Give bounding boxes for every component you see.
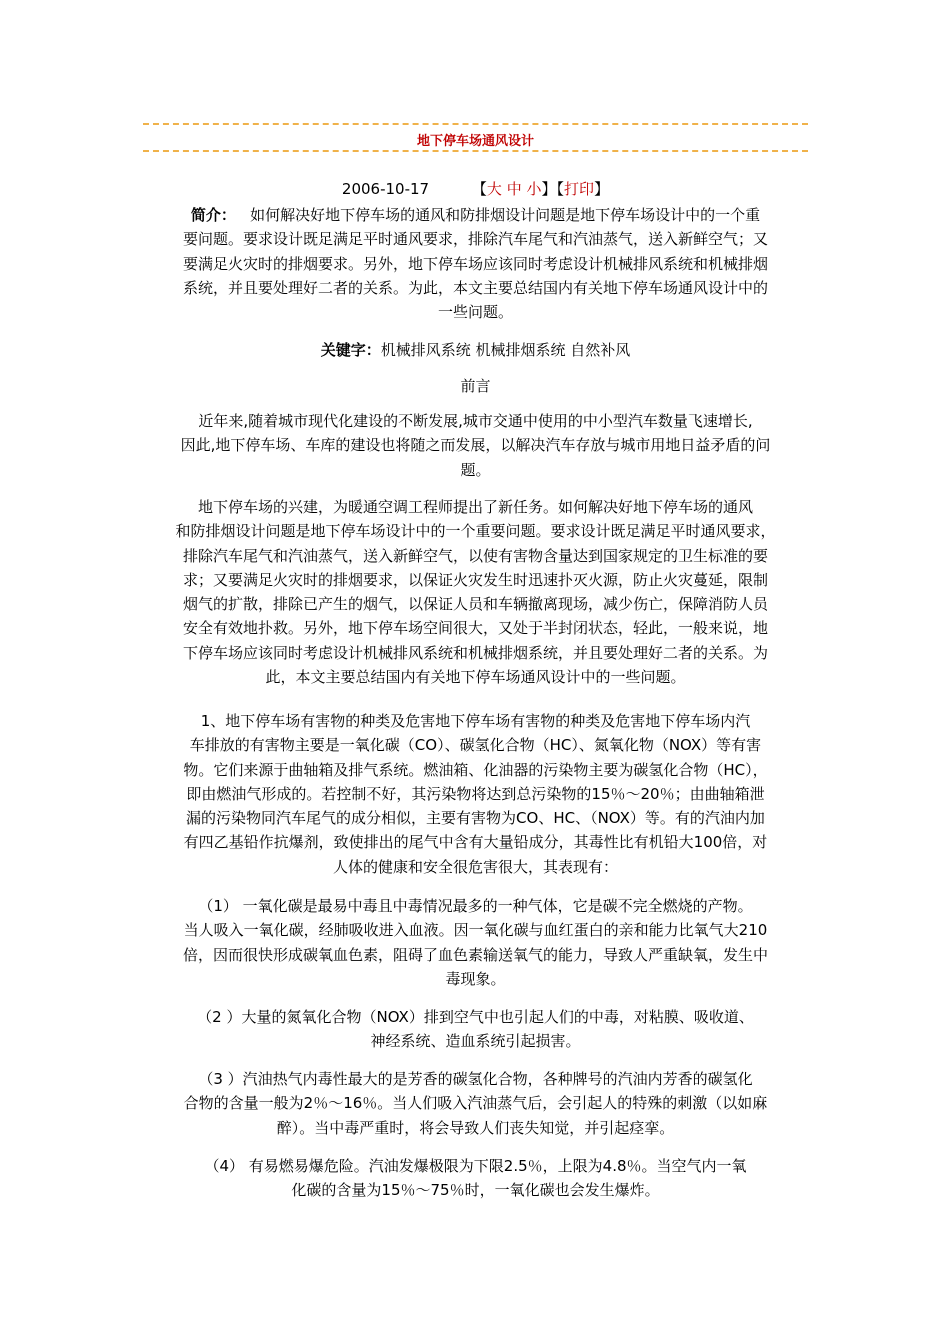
- paragraph-line: 车排放的有害物主要是一氧化碳（CO）、碳氢化合物（HC）、氮氧化物（NOX）等有害: [189, 736, 762, 755]
- paragraph-line: 人体的健康和安全很危害很大，其表现有：: [332, 857, 618, 876]
- publish-date: 2006-10-17: [341, 180, 430, 198]
- abstract-line: 系统，并且要处理好二者的关系。为此，本文主要总结国内有关地下停车场通风设计中的: [182, 278, 768, 297]
- paragraph-line: 烟气的扩散，排除已产生的烟气，以保证人员和车辆撤离现场，减少伤亡，保障消防人员: [182, 595, 768, 614]
- paragraph-line: 和防排烟设计问题是地下停车场设计中的一个重要问题。要求设计既足满足平时通风要求，: [175, 522, 776, 541]
- keywords: [143, 338, 808, 362]
- paragraph-6: [143, 1067, 808, 1140]
- paragraph-7: [143, 1154, 808, 1203]
- paragraph-line: 漏的污染物同汽车尾气的成分相似，主要有害物为CO、HC、（NOX）等。有的汽油内加: [186, 809, 765, 828]
- page-title: 地下停车场通风设计: [416, 134, 534, 149]
- font-size-bracket-open: 【: [471, 180, 487, 198]
- paragraph-5: [143, 1005, 808, 1054]
- paragraph-line: （4） 有易燃易爆危险。汽油发爆极限为下限2.5％，上限为4.8％。当空气内一氧: [204, 1157, 747, 1175]
- paragraph-line: 排除汽车尾气和汽油蒸气，送入新鲜空气，以使有害物含量达到国家规定的卫生标准的要: [182, 546, 768, 565]
- font-size-small-link[interactable]: 小: [526, 180, 542, 198]
- paragraph-line: 物。它们来源于曲轴箱及排气系统。燃油箱、化油器的污染物主要为碳氢化合物（HC），: [183, 760, 768, 779]
- abstract-line: 一些问题。: [437, 303, 513, 322]
- paragraph-line: 1、地下停车场有害物的种类及危害地下停车场有害物的种类及危害地下停车场内汽: [200, 712, 751, 730]
- paragraph-line: 醉）。当中毒严重时，将会导致人们丧失知觉，并引起痉挛。: [276, 1118, 675, 1137]
- paragraph-line: 合物的含量一般为2％～16％。当人们吸入汽油蒸气后，会引起人的特殊的刺激（以如麻: [183, 1094, 768, 1113]
- preface-heading: 前言: [460, 377, 491, 395]
- paragraph-line: 毒现象。: [445, 969, 506, 988]
- abstract-label: 简介：: [190, 206, 236, 224]
- font-size-large-link[interactable]: 大: [486, 180, 502, 198]
- print-bracket-close: 】: [594, 180, 610, 198]
- paragraph-line: 倍，因而很快形成碳氧血色素，阻碍了血色素输送氧气的能力，导致人严重缺氧，发生中: [182, 945, 768, 964]
- abstract-line: 简介： 如何解决好地下停车场的通风和防排烟设计问题是地下停车场设计中的一个重: [190, 206, 761, 224]
- paragraph-line: 神经系统、造血系统引起损害。: [370, 1032, 581, 1051]
- paragraph-1: [143, 409, 808, 482]
- paragraph-line: 当人吸入一氧化碳，经肺吸收进入血液。因一氧化碳与血红蛋白的亲和能力比氧气大210: [183, 921, 768, 940]
- paragraph-line: 因此,地下停车场、车库的建设也将随之而发展，以解决汽车存放与城市用地日益矛盾的问: [180, 436, 771, 455]
- paragraph-4: [143, 894, 808, 991]
- paragraph-line: 有四乙基铅作抗爆剂，致使排出的尾气中含有大量铅成分，其毒性比有机铅大100倍，对: [183, 833, 768, 852]
- font-size-medium-link[interactable]: 中: [506, 180, 522, 198]
- paragraph-3: [143, 709, 808, 879]
- paragraph-line: 题。: [460, 460, 491, 479]
- print-link[interactable]: 打印: [564, 180, 595, 198]
- paragraph-line: （2 ）大量的氮氧化合物（NOX）排到空气中也引起人们的中毒，对粘膜、吸收道、: [197, 1008, 754, 1026]
- abstract-line: 要满足火灾时的排烟要求。另外，地下停车场应该同时考虑设计机械排风系统和机械排烟: [182, 254, 768, 273]
- paragraph-line: 化碳的含量为15％～75％时，一氧化碳也会发生爆炸。: [291, 1181, 660, 1200]
- paragraph-line: 求；又要满足火灾时的排烟要求，以保证火灾发生时迅速扑灭火源，防止火灾蔓延，限制: [182, 570, 768, 589]
- paragraph-line: 安全有效地扑救。另外，地下停车场空间很大，又处于半封闭状态，轻此，一般来说，地: [182, 619, 768, 638]
- paragraph-line: 地下停车场的兴建，为暖通空调工程师提出了新任务。如何解决好地下停车场的通风: [197, 498, 753, 516]
- keywords-label: 关键字：: [320, 341, 381, 359]
- paragraph-line: （1） 一氧化碳是最易中毒且中毒情况最多的一种气体，它是碳不完全燃烧的产物。: [198, 897, 753, 915]
- paragraph-line: 近年来,随着城市现代化建设的不断发展,城市交通中使用的中小型汽车数量飞速增长,: [198, 412, 753, 430]
- title-top-divider: [143, 123, 808, 125]
- font-size-bracket-close: 】: [541, 180, 557, 198]
- title-bottom-divider: [143, 150, 808, 152]
- paragraph-line: 此，本文主要总结国内有关地下停车场通风设计中的一些问题。: [265, 668, 686, 687]
- abstract: [143, 203, 808, 324]
- article-meta: [143, 178, 808, 199]
- keywords-text: 机械排风系统 机械排烟系统 自然补风: [380, 341, 631, 359]
- abstract-line: 要问题。要求设计既足满足平时通风要求，排除汽车尾气和汽油蒸气，送入新鲜空气；又: [182, 230, 768, 249]
- paragraph-2: [143, 495, 808, 689]
- paragraph-line: 即由燃油气形成的。若控制不好，其污染物将达到总污染物的15％～20％；由曲轴箱泄: [186, 784, 765, 803]
- paragraph-line: （3 ）汽油热气内毒性最大的是芳香的碳氢化合物，各种牌号的汽油内芳香的碳氢化: [198, 1070, 753, 1088]
- print-bracket-open: 【: [556, 180, 565, 198]
- paragraph-line: 下停车场应该同时考虑设计机械排风系统和机械排烟系统，并且要处理好二者的关系。为: [182, 643, 768, 662]
